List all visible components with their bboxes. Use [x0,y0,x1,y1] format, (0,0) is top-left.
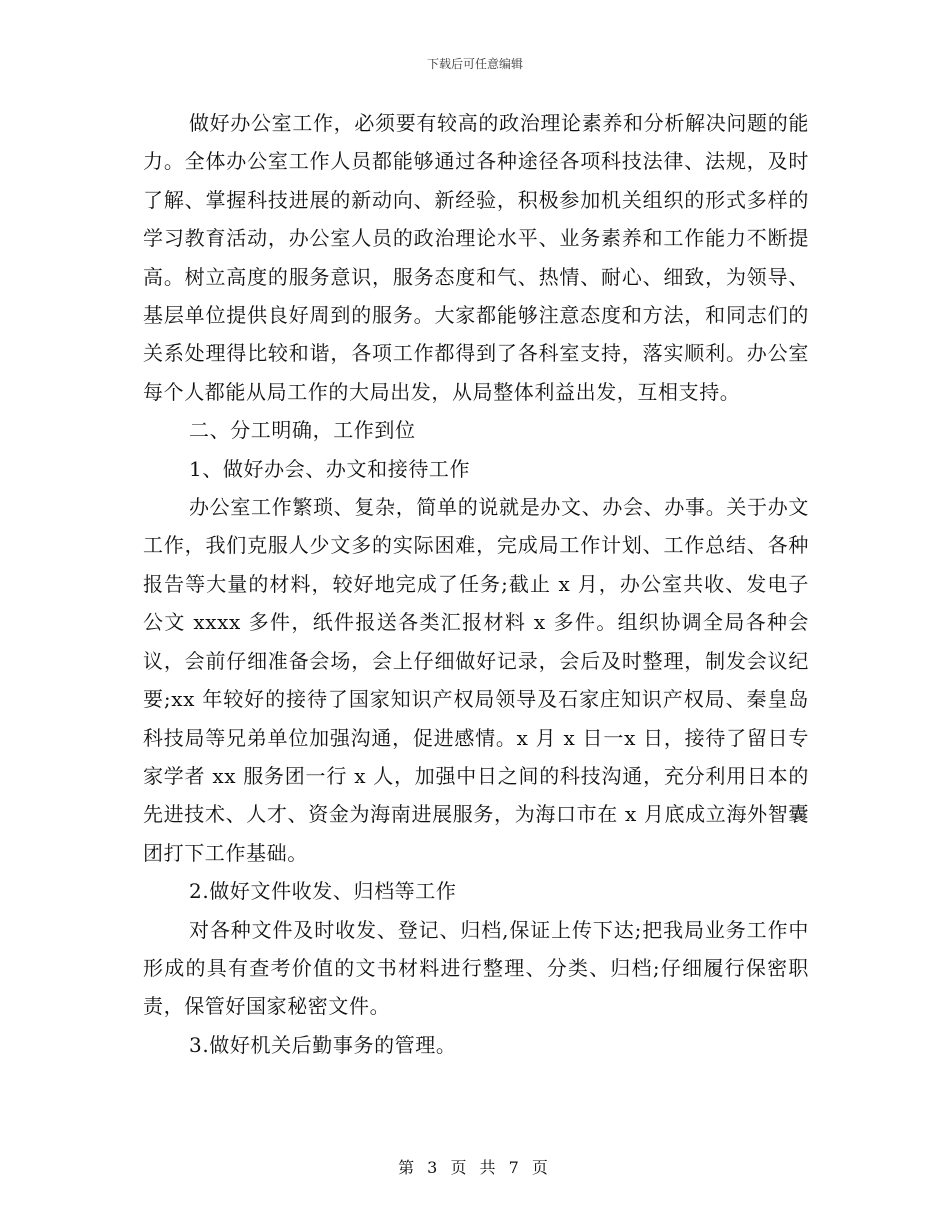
subsection-heading: 2.做好文件收发、归档等工作 [189,879,457,904]
section-heading: 二、分工明确，工作到位 [189,418,416,443]
subsection-heading: 3.做好机关后勤事务的管理。 [189,1032,457,1057]
document-body [143,104,809,1064]
paragraph: 对各种文件及时收发、登记、归档,保证上传下达;把我局业务工作中形成的具有查考价值的文书材料进行整理、分类、归档;仔细履行保密职责，保管好国家秘密文件。 [143,917,809,1019]
page-number-footer: 第 3 页 共 7 页 [398,1158,552,1177]
paragraph: 办公室工作繁琐、复杂，简单的说就是办文、办会、办事。关于办文工作，我们克服人少文多的实际困难，完成局工作计划、工作总结、各种报告等大量的材料，较好地完成了任务;截止 x 月，办公室共收、发电子公文 xxxx 多件，纸件报送各类汇报材料 x 多件。组织协调全局各种会议，会前仔细准备会场，会上仔细做好记录，会后及时整理，制发会议纪要;xx 年较好的接待了国家知识产权局领导及石家庄知识产权局、秦皇岛科技局等兄弟单位加强沟通，促进感情。x 月 x 日一x 日，接待了留日专家学者 xx 服务团一行 x 人，加强中日之间的科技沟通，充分利用日本的先进技术、人才、资金为海南进展服务，为海口市在 x 月底成立海外智囊团打下工作基础。 [143,495,809,865]
header-note: 下载后可任意编辑 [426,57,523,71]
subsection-heading: 1、做好办会、办文和接待工作 [189,456,471,481]
paragraph: 做好办公室工作，必须要有较高的政治理论素养和分析解决问题的能力。全体办公室工作人员都能够通过各种途径各项科技法律、法规，及时了解、掌握科技进展的新动向、新经验，积极参加机关组织的形式多样的学习教育活动，办公室人员的政治理论水平、业务素养和工作能力不断提高。树立高度的服务意识，服务态度和气、热情、耐心、细致，为领导、基层单位提供良好周到的服务。大家都能够注意态度和方法，和同志们的关系处理得比较和谐，各项工作都得到了各科室支持，落实顺利。办公室每个人都能从局工作的大局出发，从局整体利益出发，互相支持。 [143,111,809,404]
